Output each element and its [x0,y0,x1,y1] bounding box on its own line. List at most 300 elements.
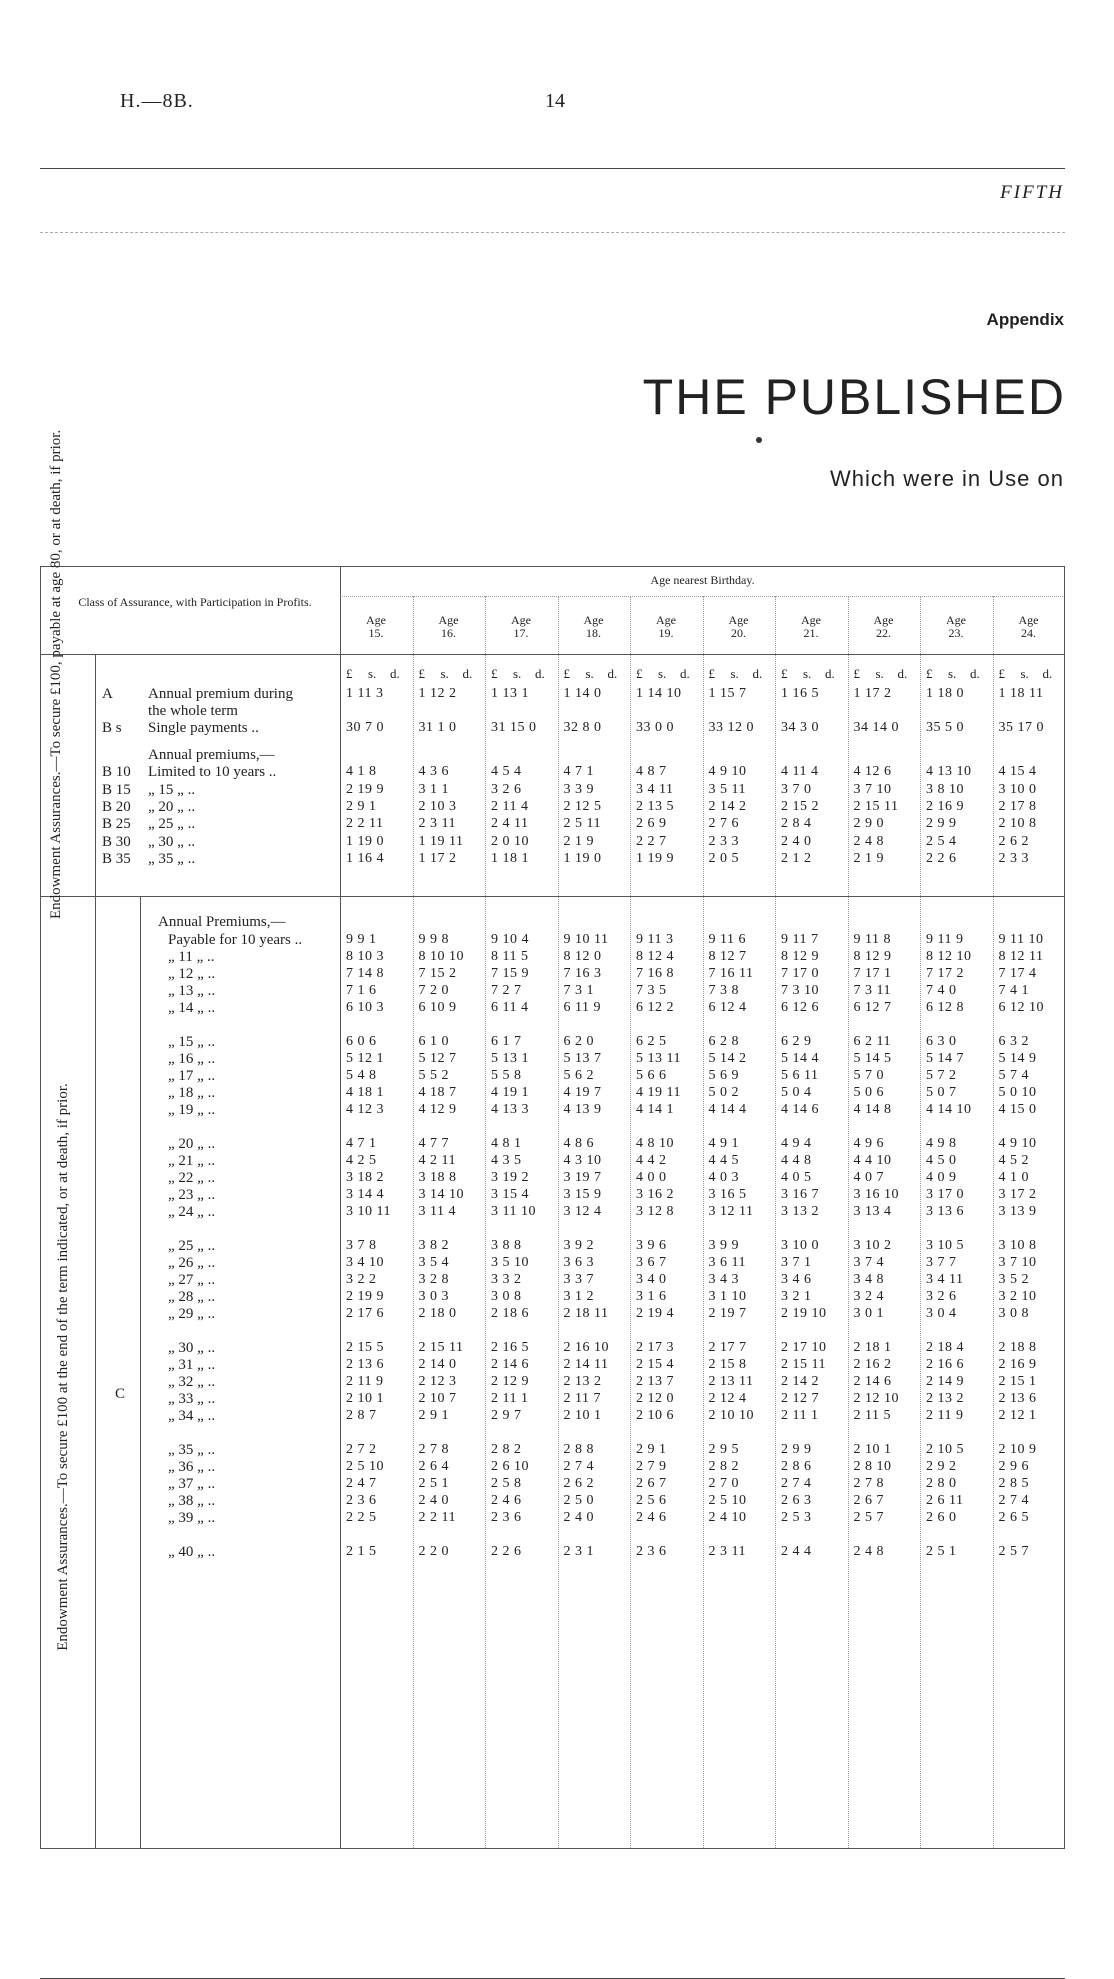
page-title: THE PUBLISHED [642,369,1066,425]
row-description: „ 23 „ .. [168,1187,216,1203]
premium-cell: 9 9 8 [418,932,449,947]
premium-cell: 7 1 6 [346,983,377,998]
premium-cell: 4 9 10 [998,1136,1037,1151]
premium-cell: 2 2 11 [346,816,384,831]
premium-cell: 2 13 2 [563,1374,602,1389]
premium-cell: 31 15 0 [491,720,537,735]
row-description: the whole term [148,703,238,719]
premium-cell: 3 16 10 [853,1187,899,1202]
premium-cell: 2 0 10 [491,834,529,849]
premium-cell: 5 0 6 [853,1085,884,1100]
age-word: Age [656,613,676,627]
premium-cell: 6 10 9 [418,1000,457,1015]
premium-cell: 5 14 4 [781,1051,819,1066]
premium-cell: 3 19 7 [563,1170,602,1185]
age-word: Age [728,613,749,627]
premium-cell: 2 8 8 [563,1442,594,1457]
premium-cell: 3 2 4 [853,1289,884,1304]
premium-cell: 3 0 3 [418,1289,449,1304]
premium-cell: 6 2 5 [636,1034,667,1049]
premium-cell: 2 5 7 [998,1544,1029,1559]
premium-cell: 1 19 9 [636,851,674,866]
premium-cell: 5 0 4 [781,1085,812,1100]
premium-cell: 2 13 5 [636,799,674,814]
premium-cell: 2 12 9 [491,1374,529,1389]
premium-cell: 4 0 3 [708,1170,739,1185]
premium-cell: 2 15 5 [346,1340,384,1355]
premium-cell: 2 6 10 [491,1459,529,1474]
row-description: „ 31 „ .. [168,1357,216,1373]
premium-cell: 4 5 4 [491,764,522,779]
unit-shillings: s. [368,666,377,681]
premium-cell: 2 10 6 [636,1408,674,1423]
premium-cell: 2 15 8 [708,1357,747,1372]
premium-cell: 3 5 10 [491,1255,529,1270]
premium-cell: 6 11 4 [491,1000,529,1015]
premium-cell: 3 3 2 [491,1272,522,1287]
premium-cell: 2 18 4 [926,1340,964,1355]
premium-cell: 2 8 6 [781,1459,812,1474]
section1-label: Endowment Assurances.—To secure £100, payable at age 80, or at death, if prior. [48,429,64,919]
premium-cell: 8 11 5 [491,949,529,964]
premium-cell: 2 19 9 [346,782,384,797]
class-c-divider [140,896,141,1848]
premium-cell: 2 15 2 [781,799,819,814]
premium-cell: 8 10 3 [346,949,384,964]
premium-cell: 2 12 3 [418,1374,457,1389]
premium-cell: 2 3 6 [636,1544,667,1559]
premium-cell: 8 10 10 [418,949,464,964]
row-description: „ 16 „ .. [168,1051,216,1067]
premium-cell: 2 7 8 [418,1442,449,1457]
premium-cell: 4 15 4 [998,764,1037,779]
premium-cell: 9 11 7 [781,932,819,947]
premium-cell: 3 13 2 [781,1204,819,1219]
premium-cell: 6 12 8 [926,1000,964,1015]
unit-shillings: s. [1020,666,1029,681]
premium-cell: 4 5 2 [998,1153,1029,1168]
premium-cell: 2 2 5 [346,1510,377,1525]
premium-cell: 2 7 6 [708,816,739,831]
age-word: Age [1018,613,1039,627]
premium-cell: 9 9 1 [346,932,377,947]
premium-cell: 7 3 11 [853,983,891,998]
unit-pence: d. [607,666,618,681]
row-description: „ 19 „ .. [168,1102,216,1118]
premium-cell: 2 6 2 [563,1476,594,1491]
premium-cell: 2 3 3 [708,834,739,849]
premium-cell: 3 9 2 [563,1238,594,1253]
premium-cell: 2 18 6 [491,1306,529,1321]
unit-pounds: £ [926,666,933,681]
premium-cell: 8 12 0 [563,949,602,964]
premium-cell: 3 17 0 [926,1187,964,1202]
premium-cell: 2 19 4 [636,1306,674,1321]
premium-cell: 1 16 4 [346,851,384,866]
row-description: „ 30 „ .. [168,1340,216,1356]
premium-cell: 4 9 4 [781,1136,812,1151]
premium-cell: 4 2 5 [346,1153,377,1168]
premium-cell: 5 6 9 [708,1068,739,1083]
premium-cell: 6 0 6 [346,1034,377,1049]
row-description: „ 35 „ .. [148,851,196,867]
premium-cell: 33 0 0 [636,720,674,735]
premium-cell: 9 10 11 [563,932,609,947]
premium-cell: 4 12 9 [418,1102,457,1117]
row-description: „ 38 „ .. [168,1493,216,1509]
age-nearest-birthday-header: Age nearest Birthday. [650,573,755,587]
premium-cell: 2 13 11 [708,1374,754,1389]
premium-cell: 2 6 4 [418,1459,449,1474]
premium-cell: 3 2 10 [998,1289,1037,1304]
premium-cell: 7 3 5 [636,983,667,998]
row-description: „ 12 „ .. [168,966,216,982]
dashed-rule [40,232,1065,233]
unit-pounds: £ [998,666,1005,681]
premium-cell: 6 2 9 [781,1034,812,1049]
premium-cell: 2 5 0 [563,1493,594,1508]
premium-cell: 2 3 1 [563,1544,594,1559]
premium-cell: 5 0 7 [926,1085,957,1100]
premium-cell: 3 6 3 [563,1255,594,1270]
premium-cell: 3 0 8 [491,1289,522,1304]
premium-cell: 2 9 1 [636,1442,667,1457]
premium-cell: 2 10 1 [853,1442,892,1457]
premium-cell: 1 17 2 [418,851,457,866]
premium-cell: 2 8 7 [346,1408,377,1423]
class-column-header: Class of Assurance, with Participation in Profits. [78,595,312,609]
premium-cell: 35 17 0 [998,720,1044,735]
premium-cell: 2 12 0 [636,1391,674,1406]
premium-cell: 2 18 0 [418,1306,457,1321]
premium-cell: 3 4 0 [636,1272,667,1287]
premium-cell: 4 0 9 [926,1170,957,1185]
age-word: Age [801,613,821,627]
premium-cell: 2 4 7 [346,1476,377,1491]
appendix-label: Appendix [986,310,1064,329]
premium-cell: 32 8 0 [563,720,602,735]
premium-cell: 2 9 5 [708,1442,739,1457]
premium-cell: 2 7 9 [636,1459,667,1474]
premium-cell: 5 7 4 [998,1068,1029,1083]
age-column-divider [630,596,631,1848]
unit-pounds: £ [781,666,788,681]
premium-cell: 4 13 9 [563,1102,602,1117]
premium-cell: 2 10 9 [998,1442,1037,1457]
premium-cell: 4 13 3 [491,1102,529,1117]
premium-cell: 4 9 6 [853,1136,884,1151]
age-word: Age [873,613,894,627]
premium-cell: 2 17 10 [781,1340,827,1355]
premium-cell: 3 10 0 [998,782,1037,797]
class-code: B 10 [102,764,131,780]
premium-cell: 3 7 10 [853,782,892,797]
premium-cell: 2 13 6 [998,1391,1037,1406]
row-description: „ 20 „ .. [148,799,196,815]
premium-cell: 2 6 9 [636,816,667,831]
premium-cell: 2 2 6 [926,851,957,866]
premium-cell: 3 5 2 [998,1272,1029,1287]
premium-cell: 7 4 1 [998,983,1029,998]
premium-cell: 3 8 10 [926,782,964,797]
premium-cell: 5 14 5 [853,1051,892,1066]
premium-cell: 3 14 4 [346,1187,384,1202]
premium-cell: 4 2 11 [418,1153,456,1168]
premium-cell: 2 12 1 [998,1408,1037,1423]
premium-cell: 2 14 2 [781,1374,819,1389]
table-right-border [1064,566,1065,1848]
unit-shillings: s. [948,666,957,681]
running-title: FIFTH [1000,182,1064,203]
premium-cell: 2 16 2 [853,1357,892,1372]
premium-cell: 1 12 2 [418,686,457,701]
premium-cell: 4 18 7 [418,1085,457,1100]
premium-cell: 7 16 11 [708,966,754,981]
premium-cell: 6 2 11 [853,1034,891,1049]
premium-cell: 3 4 8 [853,1272,884,1287]
premium-cell: 4 3 5 [491,1153,522,1168]
premium-cell: 5 7 0 [853,1068,884,1083]
premium-cell: 3 16 2 [636,1187,674,1202]
premium-cell: 8 12 9 [853,949,892,964]
premium-cell: 2 14 0 [418,1357,457,1372]
age-word: Age [511,613,531,627]
premium-cell: 2 8 2 [491,1442,522,1457]
premium-cell: 2 4 0 [781,834,812,849]
premium-cell: 2 3 6 [346,1493,377,1508]
premium-cell: 4 11 4 [781,764,819,779]
premium-cell: 4 8 7 [636,764,667,779]
premium-cell: 3 12 4 [563,1204,602,1219]
premium-cell: 2 3 3 [998,851,1029,866]
row-description: „ 15 „ .. [168,1034,216,1050]
premium-cell: 2 8 5 [998,1476,1029,1491]
premium-cell: 7 4 0 [926,983,957,998]
premium-cell: 2 3 6 [491,1510,522,1525]
premium-cell: 2 3 11 [418,816,456,831]
premium-cell: 1 18 0 [926,686,964,701]
premium-cell: 4 1 0 [998,1170,1029,1185]
premium-cell: 3 16 5 [708,1187,747,1202]
premium-cell: 9 11 8 [853,932,891,947]
premium-cell: 6 1 0 [418,1034,449,1049]
premium-cell: 4 9 1 [708,1136,739,1151]
premium-cell: 4 3 6 [418,764,449,779]
premium-cell: 4 8 1 [491,1136,522,1151]
premium-cell: 8 12 10 [926,949,972,964]
premium-cell: 2 8 4 [781,816,812,831]
premium-cell: 3 4 3 [708,1272,739,1287]
premium-cell: 4 12 6 [853,764,892,779]
age-column-divider [703,596,704,1848]
premium-cell: 2 10 10 [708,1408,754,1423]
premium-cell: 5 6 6 [636,1068,667,1083]
premium-cell: 5 6 11 [781,1068,819,1083]
premium-cell: 2 4 11 [491,816,529,831]
premium-cell: 6 11 9 [563,1000,601,1015]
premium-cell: 2 13 6 [346,1357,384,1372]
premium-cell: 3 9 6 [636,1238,667,1253]
premium-cell: 1 14 10 [636,686,682,701]
row-description: „ 25 „ .. [148,816,196,832]
premium-cell: 3 10 8 [998,1238,1037,1253]
premium-cell: 4 4 8 [781,1153,812,1168]
premium-cell: 4 18 1 [346,1085,384,1100]
premium-cell: 4 0 5 [781,1170,812,1185]
premium-cell: 2 9 1 [346,799,377,814]
age-label: 18. [586,626,601,640]
premium-cell: 2 5 1 [926,1544,957,1559]
unit-pence: d. [680,666,690,681]
premium-cell: 2 12 10 [853,1391,899,1406]
premium-cell: 2 11 9 [346,1374,384,1389]
premium-cell: 3 1 6 [636,1289,667,1304]
premium-cell: 4 19 11 [636,1085,681,1100]
premium-cell: 1 19 0 [346,834,384,849]
premium-cell: 2 6 11 [926,1493,964,1508]
row-description: „ 17 „ .. [168,1068,216,1084]
premium-cell: 4 19 1 [491,1085,529,1100]
premium-cell: 2 5 10 [346,1459,384,1474]
premium-cell: 2 11 1 [491,1391,529,1406]
row-description: „ 30 „ .. [148,834,196,850]
unit-pounds: £ [418,666,425,681]
premium-cell: 2 9 2 [926,1459,957,1474]
unit-shillings: s. [585,666,594,681]
age-label: 15. [368,626,384,640]
row-description: „ 37 „ .. [168,1476,216,1492]
premium-cell: 3 10 2 [853,1238,892,1253]
unit-shillings: s. [875,666,884,681]
header-bottom-rule [40,654,1065,655]
value-column-divider [340,566,341,1848]
premium-cell: 2 7 4 [563,1459,594,1474]
premium-cell: 2 11 1 [781,1408,819,1423]
premium-cell: 2 18 11 [563,1306,609,1321]
premium-cell: 2 13 7 [636,1374,674,1389]
premium-cell: 2 11 9 [926,1408,964,1423]
unit-pounds: £ [491,666,498,681]
premium-cell: 2 15 11 [418,1340,464,1355]
premium-cell: 7 3 1 [563,983,594,998]
age-word: Age [583,613,604,627]
unit-shillings: s. [513,666,522,681]
premium-cell: 3 0 8 [998,1306,1029,1321]
row-description: Payable for 10 years .. [168,932,303,948]
premium-cell: 2 14 6 [491,1357,529,1372]
row-description: „ 21 „ .. [168,1153,216,1169]
premium-cell: 2 19 10 [781,1306,827,1321]
premium-cell: 2 7 2 [346,1442,377,1457]
premium-cell: 4 19 7 [563,1085,602,1100]
premium-cell: 3 11 10 [491,1204,536,1219]
premium-cell: 3 1 1 [418,782,449,797]
premium-cell: 2 12 5 [563,799,602,814]
premium-cell: 7 17 2 [926,966,964,981]
section2-label: Endowment Assurances.—To secure £100 at the end of the term indicated, or at death, if prior. [55,1083,71,1651]
page-subtitle: Which were in Use on [830,466,1064,491]
premium-cell: 2 14 6 [853,1374,892,1389]
premium-cell: 2 8 0 [926,1476,957,1491]
table-bottom-rule [40,1848,1065,1849]
premium-cell: 4 4 2 [636,1153,667,1168]
premium-cell: 2 6 0 [926,1510,957,1525]
premium-cell: 4 14 8 [853,1102,892,1117]
premium-cell: 1 18 11 [998,686,1044,701]
premium-cell: 5 6 2 [563,1068,594,1083]
premium-cell: 3 3 7 [563,1272,594,1287]
premium-cell: 7 16 3 [563,966,602,981]
premium-cell: 4 9 8 [926,1136,957,1151]
unit-shillings: s. [803,666,812,681]
premium-cell: 3 10 5 [926,1238,964,1253]
premium-cell: 4 8 10 [636,1136,674,1151]
premium-cell: 1 16 5 [781,686,819,701]
row-description: „ 14 „ .. [168,1000,216,1016]
premium-cell: 3 13 4 [853,1204,892,1219]
premium-cell: 4 14 1 [636,1102,674,1117]
premium-cell: 2 17 8 [998,799,1037,814]
premium-cell: 3 12 8 [636,1204,674,1219]
premium-cell: 7 3 10 [781,983,819,998]
premium-cell: 2 9 6 [998,1459,1029,1474]
premium-cell: 2 6 2 [998,834,1029,849]
row-description: „ 40 „ .. [168,1544,216,1560]
premium-cell: 6 12 6 [781,1000,819,1015]
premium-cell: 2 11 4 [491,799,529,814]
section2-heading: Annual Premiums,— [158,914,286,930]
class-code: B 30 [102,834,131,850]
premium-cell: 2 14 2 [708,799,747,814]
premium-cell: 2 18 1 [853,1340,892,1355]
row-description: „ 28 „ .. [168,1289,216,1305]
row-description: Limited to 10 years .. [148,764,277,780]
premium-cell: 2 10 1 [346,1391,384,1406]
premium-cell: 2 5 11 [563,816,601,831]
class-code: B 35 [102,851,131,867]
premium-cell: 33 12 0 [708,720,754,735]
row-description: „ 20 „ .. [168,1136,216,1152]
premium-cell: 8 12 11 [998,949,1044,964]
age-word: Age [438,613,459,627]
premium-cell: 3 13 9 [998,1204,1037,1219]
premium-cell: 7 16 8 [636,966,674,981]
premium-cell: 2 10 1 [563,1408,602,1423]
premium-cell: 2 16 9 [926,799,964,814]
unit-pence: d. [462,666,473,681]
premium-cell: 2 8 2 [708,1459,739,1474]
premium-cell: 2 9 0 [853,816,884,831]
premium-cell: 2 15 11 [853,799,899,814]
premium-cell: 6 1 7 [491,1034,522,1049]
premium-cell: 6 12 2 [636,1000,674,1015]
age-column-divider [920,596,921,1848]
age-label: 16. [441,626,456,640]
premium-cell: 2 19 9 [346,1289,384,1304]
premium-cell: 2 4 8 [853,834,884,849]
premium-cell: 2 4 6 [636,1510,667,1525]
premium-cell: 5 13 7 [563,1051,602,1066]
premium-cell: 5 12 7 [418,1051,457,1066]
premium-cell: 3 8 2 [418,1238,449,1253]
premium-cell: 7 17 0 [781,966,819,981]
premium-cell: 3 9 9 [708,1238,739,1253]
premium-cell: 2 4 6 [491,1493,522,1508]
premium-cell: 6 10 3 [346,1000,384,1015]
unit-pounds: £ [346,666,353,681]
premium-cell: 4 5 0 [926,1153,957,1168]
bullet-dot [756,437,762,443]
